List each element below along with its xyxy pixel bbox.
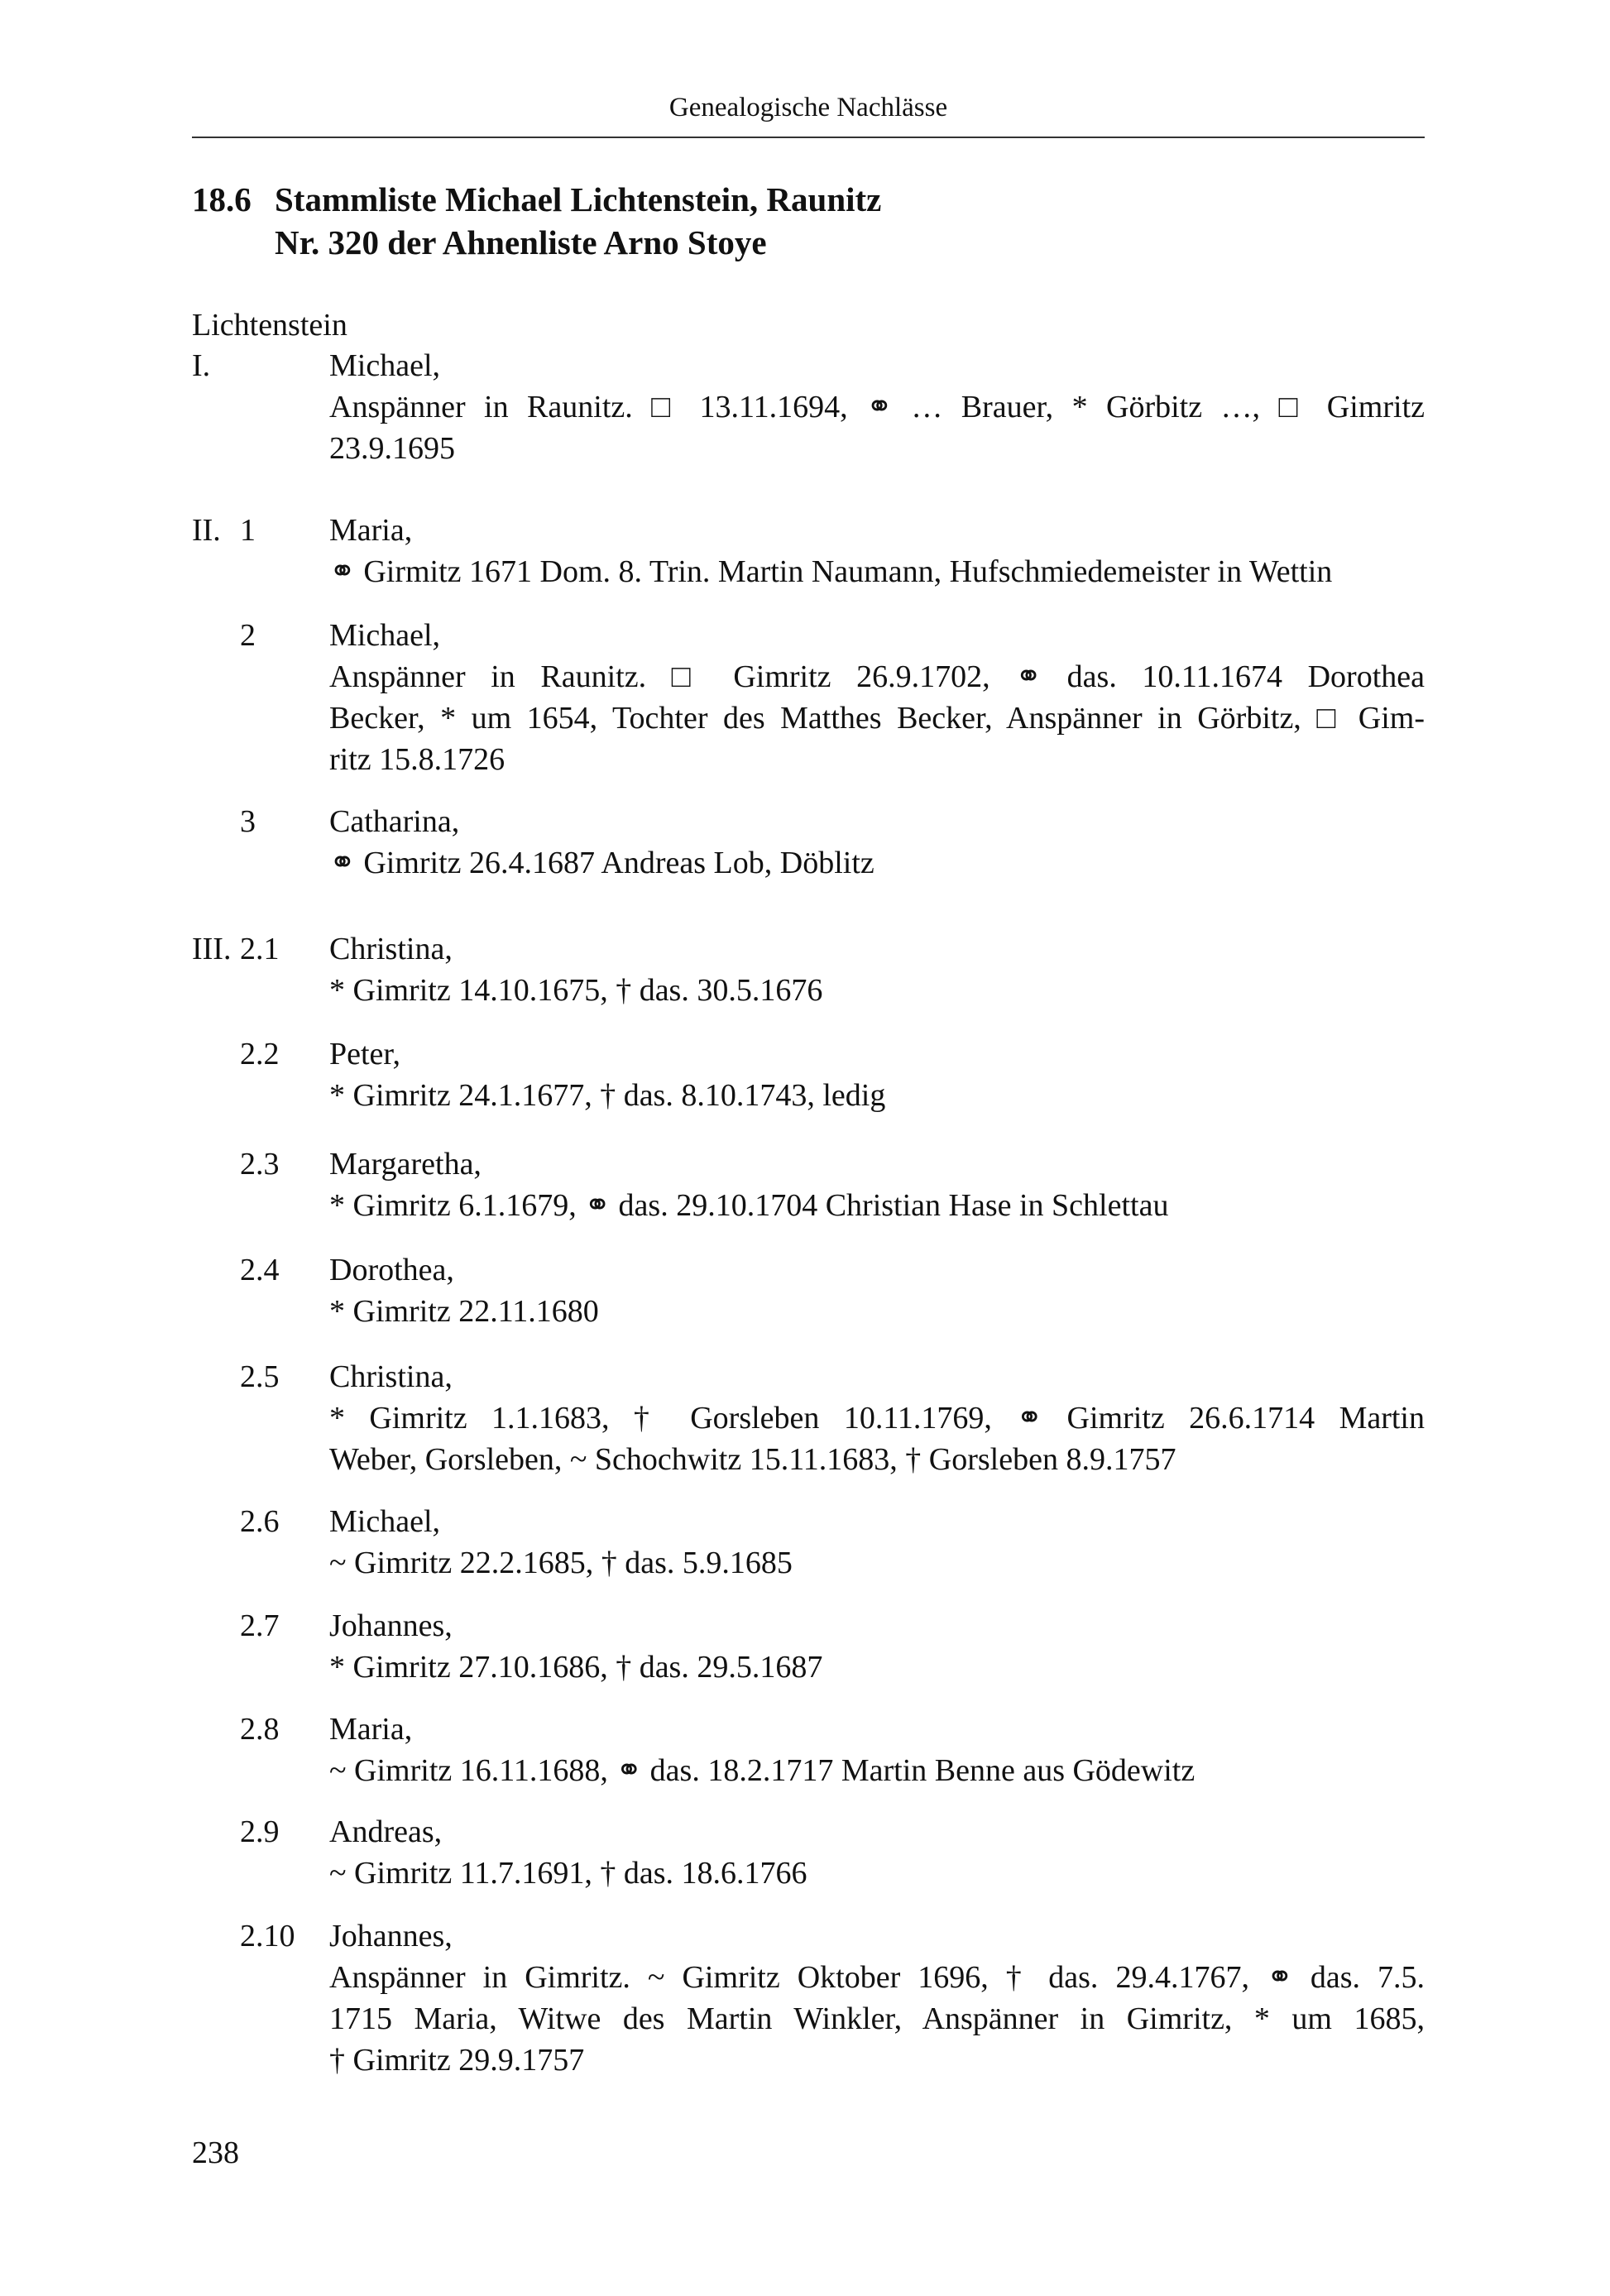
entry-body xyxy=(329,801,1425,884)
entry-detail-line: ritz 15.8.1726 xyxy=(329,742,506,777)
person-name: Christina, xyxy=(329,932,453,966)
person-name: Michael, xyxy=(329,618,441,653)
entry-detail-line: * Gimritz 6.1.1679, ⚭ das. 29.10.1704 Christian Hase in Schlettau xyxy=(329,1188,1169,1223)
entry-detail-line: Anspänner in Raunitz. □ Gimritz 26.9.1702, ⚭ das. 10.11.1674 Dorothea xyxy=(329,659,1425,694)
entry-index: 2.1 xyxy=(240,932,280,966)
entry-body xyxy=(329,1249,1425,1332)
generation-number: III. xyxy=(192,932,232,966)
entry-detail-line: Anspänner in Gimritz. ~ Gimritz Oktober 1696, † das. 29.4.1767, ⚭ das. 7.5. xyxy=(329,1960,1425,1995)
person-name: Maria, xyxy=(329,513,413,548)
entry-body xyxy=(329,1143,1425,1226)
entry-index: 2.6 xyxy=(240,1504,280,1539)
entry-body xyxy=(329,1915,1425,2081)
entry-detail-line: Weber, Gorsleben, ~ Schochwitz 15.11.1683, † Gorsleben 8.9.1757 xyxy=(329,1442,1176,1477)
person-name: Michael, xyxy=(329,1504,441,1539)
page-number: 238 xyxy=(192,2135,239,2170)
entry-body xyxy=(329,1709,1425,1791)
person-name: Margaretha, xyxy=(329,1147,482,1182)
generation-number: II. xyxy=(192,513,221,548)
person-name: Maria, xyxy=(329,1712,413,1747)
person-name: Christina, xyxy=(329,1359,453,1394)
person-name: Andreas, xyxy=(329,1814,443,1849)
entry-index: 2.4 xyxy=(240,1253,280,1287)
entry-body xyxy=(329,1356,1425,1480)
entry-detail-line: ~ Gimritz 22.2.1685, † das. 5.9.1685 xyxy=(329,1546,793,1580)
entry-detail-line: ⚭ Girmitz 1671 Dom. 8. Trin. Martin Naumann, Hufschmiedemeister in Wettin xyxy=(329,554,1333,589)
entry-detail-line: * Gimritz 1.1.1683, † Gorsleben 10.11.1769, ⚭ Gimritz 26.6.1714 Martin xyxy=(329,1401,1425,1436)
entry-body xyxy=(329,928,1425,1011)
person-name: Dorothea, xyxy=(329,1253,454,1287)
entry-body xyxy=(329,1033,1425,1116)
person-name: Catharina, xyxy=(329,804,460,839)
entry-index: 2.10 xyxy=(240,1919,295,1953)
entry-index: 1 xyxy=(240,513,256,548)
entry-detail-line: ⚭ Gimritz 26.4.1687 Andreas Lob, Döblitz xyxy=(329,846,874,880)
entry-detail-line: ~ Gimritz 16.11.1688, ⚭ das. 18.2.1717 Martin Benne aus Gödewitz xyxy=(329,1753,1196,1788)
entry-detail-line: Becker, * um 1654, Tochter des Matthes Becker, Anspänner in Görbitz, □ Gim- xyxy=(329,701,1425,736)
entry-body xyxy=(329,510,1425,592)
person-name: Johannes, xyxy=(329,1919,453,1953)
entry-index: 2 xyxy=(240,618,256,653)
entry-detail-line: 23.9.1695 xyxy=(329,431,455,466)
generation-number: I. xyxy=(192,348,211,383)
person-name: Peter, xyxy=(329,1037,401,1071)
entry-index: 2.9 xyxy=(240,1814,280,1849)
entry-body xyxy=(329,615,1425,780)
running-head: Genealogische Nachlässe xyxy=(668,93,948,122)
entry-index: 2.8 xyxy=(240,1712,280,1747)
header-rule xyxy=(192,137,1425,138)
family-name: Lichtenstein xyxy=(192,308,347,343)
section-title xyxy=(192,178,881,221)
person-name: Michael, xyxy=(329,348,441,383)
section-subtitle: Nr. 320 der Ahnenliste Arno Stoye xyxy=(275,223,767,261)
entry-detail-line: ~ Gimritz 11.7.1691, † das. 18.6.1766 xyxy=(329,1856,807,1891)
person-name: Johannes, xyxy=(329,1608,453,1643)
entry-body xyxy=(329,1605,1425,1688)
entry-detail-line: Anspänner in Raunitz. □ 13.11.1694, ⚭ … Brauer, * Görbitz …, □ Gimritz xyxy=(329,390,1425,424)
section-title-line1: Stammliste Michael Lichtenstein, Raunitz xyxy=(275,180,882,218)
entry-detail-line: * Gimritz 24.1.1677, † das. 8.10.1743, ledig xyxy=(329,1078,886,1113)
section-number: 18.6 xyxy=(192,180,252,218)
entry-index: 2.3 xyxy=(240,1147,280,1182)
entry-detail-line: * Gimritz 14.10.1675, † das. 30.5.1676 xyxy=(329,973,823,1008)
entry-body xyxy=(329,1501,1425,1584)
entry-body xyxy=(329,345,1425,469)
entry-index: 3 xyxy=(240,804,256,839)
entry-detail-line: 1715 Maria, Witwe des Martin Winkler, Anspänner in Gimritz, * um 1685, xyxy=(329,2001,1425,2036)
entry-index: 2.2 xyxy=(240,1037,280,1071)
entry-detail-line: * Gimritz 27.10.1686, † das. 29.5.1687 xyxy=(329,1650,823,1685)
entry-detail-line: † Gimritz 29.9.1757 xyxy=(329,2043,585,2078)
entry-index: 2.5 xyxy=(240,1359,280,1394)
entry-body xyxy=(329,1811,1425,1894)
entry-index: 2.7 xyxy=(240,1608,280,1643)
entry-detail-line: * Gimritz 22.11.1680 xyxy=(329,1294,599,1329)
